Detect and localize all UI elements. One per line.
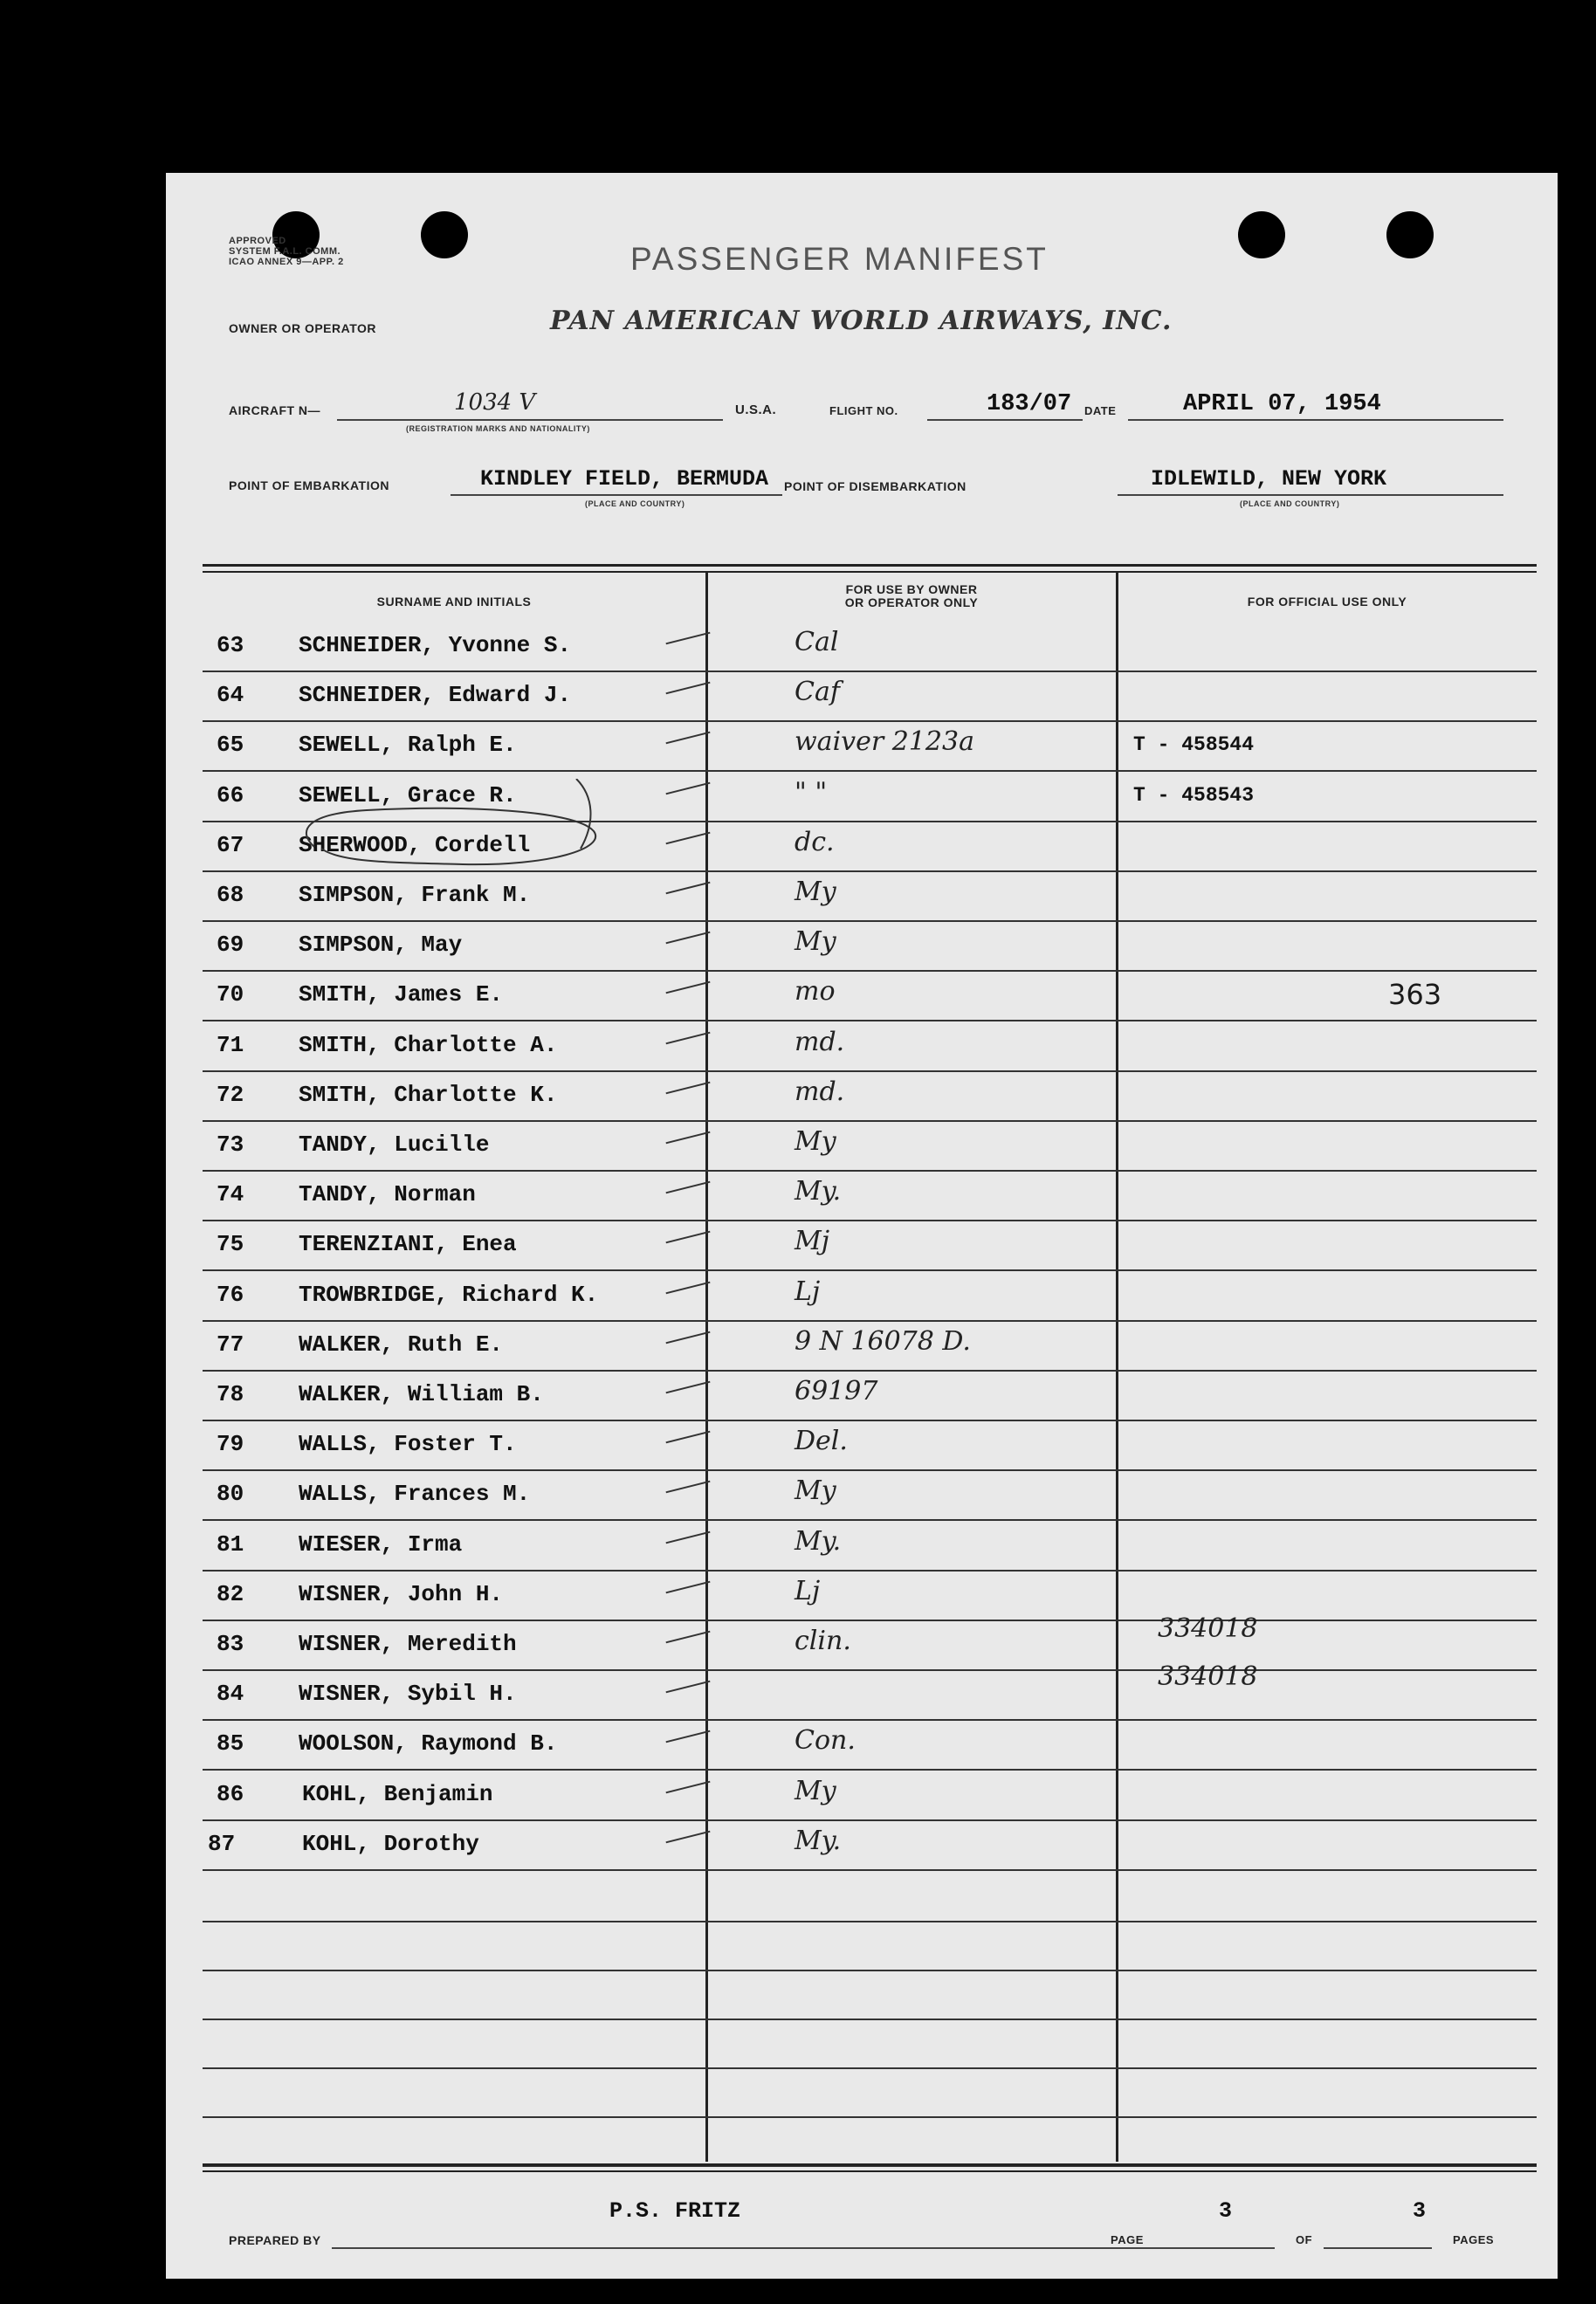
check-tick [666, 882, 711, 895]
row-rule [203, 1370, 1537, 1372]
passenger-number: 66 [217, 782, 244, 808]
page-label: PAGE [1111, 2233, 1144, 2246]
owner-note: Lj [795, 1276, 821, 1307]
check-tick [666, 1681, 711, 1694]
ink-circle-mark [288, 779, 637, 866]
table-row [166, 1324, 1558, 1373]
table-row [166, 1774, 1558, 1823]
passenger-number: 63 [217, 632, 244, 658]
column-header-official: FOR OFFICIAL USE ONLY [1247, 595, 1407, 609]
row-rule [203, 1819, 1537, 1821]
owner-note: clin. [795, 1626, 851, 1656]
row-rule [203, 1869, 1537, 1871]
check-tick [666, 1631, 711, 1644]
check-tick [666, 632, 711, 645]
passenger-name: SCHNEIDER, Edward J. [299, 682, 572, 708]
aircraft-label: AIRCRAFT N— [229, 403, 321, 417]
flight-label: FLIGHT NO. [829, 404, 898, 417]
row-rule [203, 1269, 1537, 1271]
check-tick [666, 1181, 711, 1194]
row-rule [203, 870, 1537, 872]
row-rule [203, 1170, 1537, 1172]
row-rule [203, 1570, 1537, 1572]
owner-note: Mj [795, 1226, 830, 1256]
passenger-number: 64 [217, 682, 244, 708]
check-tick [666, 782, 711, 795]
passenger-name: KOHL, Benjamin [302, 1781, 493, 1807]
owner-note: Caf [795, 677, 840, 707]
passenger-number: 82 [217, 1581, 244, 1607]
check-tick [666, 732, 711, 745]
official-note: T - 458543 [1133, 784, 1255, 807]
column-header-name: SURNAME AND INITIALS [376, 595, 532, 609]
date-label: DATE [1084, 404, 1117, 417]
row-rule [203, 720, 1537, 722]
date-value: APRIL 07, 1954 [1183, 391, 1381, 417]
table-row [166, 1025, 1558, 1074]
table-row [166, 1424, 1558, 1473]
prepared-underline [332, 2247, 1275, 2249]
pages-label: PAGES [1453, 2233, 1495, 2246]
passenger-name: TANDY, Norman [299, 1181, 476, 1207]
punch-hole-4 [1386, 211, 1434, 258]
owner-note: md. [795, 1076, 845, 1107]
owner-note: 69197 [795, 1376, 878, 1406]
passenger-number: 85 [217, 1730, 244, 1757]
official-note: T - 458544 [1133, 733, 1255, 756]
passenger-name: WISNER, Meredith [299, 1631, 517, 1657]
passenger-number: 87 [208, 1831, 236, 1857]
row-rule [203, 970, 1537, 972]
passenger-name: SMITH, Charlotte K. [299, 1082, 558, 1108]
owner-note: mo [795, 976, 836, 1007]
check-tick [666, 932, 711, 945]
row-rule [203, 770, 1537, 772]
passenger-name: SCHNEIDER, Yvonne S. [299, 632, 572, 658]
check-tick [666, 1282, 711, 1295]
passenger-number: 65 [217, 732, 244, 758]
owner-note: My [795, 1126, 836, 1157]
row-rule [203, 1519, 1537, 1521]
aircraft-value: 1034 V [454, 389, 536, 416]
footer-rule-2 [203, 2170, 1537, 2172]
check-tick [666, 1531, 711, 1544]
row-rule [203, 920, 1537, 922]
pages-underline [1324, 2247, 1432, 2249]
passenger-number: 76 [217, 1282, 244, 1308]
table-row [166, 875, 1558, 924]
blank-row-rule [203, 2067, 1537, 2069]
owner-note: My [795, 877, 836, 907]
passenger-name: SMITH, James E. [299, 981, 504, 1008]
passenger-name: WIESER, Irma [299, 1531, 463, 1558]
column-header-owner: FOR USE BY OWNER OR OPERATOR ONLY [844, 582, 979, 609]
of-label: OF [1296, 2233, 1313, 2246]
owner-note: 9 N 16078 D. [795, 1326, 971, 1357]
check-tick [666, 1381, 711, 1394]
check-tick [666, 1730, 711, 1743]
passenger-number: 79 [217, 1431, 244, 1457]
pages-value: 3 [1413, 2198, 1427, 2224]
table-row [166, 1174, 1558, 1223]
official-note: 363 [1388, 978, 1442, 1011]
passenger-number: 67 [217, 832, 244, 858]
official-note: 334018 [1158, 1661, 1258, 1692]
check-tick [666, 1581, 711, 1594]
passenger-name: SMITH, Charlotte A. [299, 1032, 558, 1058]
check-tick [666, 1781, 711, 1794]
passenger-name: TERENZIANI, Enea [299, 1231, 517, 1257]
row-rule [203, 1469, 1537, 1471]
table-row [166, 1374, 1558, 1423]
row-rule [203, 1070, 1537, 1072]
flight-underline [927, 419, 1083, 421]
embark-label: POINT OF EMBARKATION [229, 478, 389, 492]
table-row [166, 1574, 1558, 1623]
passenger-number: 69 [217, 932, 244, 958]
blank-row-rule [203, 2019, 1537, 2020]
check-tick [666, 1032, 711, 1045]
table-row [166, 1075, 1558, 1124]
table-row [166, 1613, 1558, 1673]
check-tick [666, 1331, 711, 1345]
passenger-name: TANDY, Lucille [299, 1131, 490, 1158]
punch-hole-2 [421, 211, 468, 258]
passenger-number: 71 [217, 1032, 244, 1058]
passenger-number: 68 [217, 882, 244, 908]
owner-note: My [795, 1475, 836, 1506]
embark-caption: (PLACE AND COUNTRY) [585, 499, 685, 508]
row-rule [203, 1620, 1537, 1621]
passenger-number: 78 [217, 1381, 244, 1407]
passenger-number: 74 [217, 1181, 244, 1207]
row-rule [203, 1220, 1537, 1221]
disembark-value: IDLEWILD, NEW YORK [1151, 466, 1387, 492]
owner-note: waiver 2123a [795, 726, 974, 757]
page-title: PASSENGER MANIFEST [630, 241, 1049, 277]
aircraft-underline [337, 419, 723, 421]
owner-note: " " [795, 777, 828, 808]
passenger-number: 84 [217, 1681, 244, 1707]
passenger-name: WALLS, Foster T. [299, 1431, 517, 1457]
blank-row-rule [203, 2116, 1537, 2118]
passenger-name: SIMPSON, Frank M. [299, 882, 531, 908]
passenger-number: 72 [217, 1082, 244, 1108]
table-row [166, 1224, 1558, 1273]
row-rule [203, 1719, 1537, 1721]
row-rule [203, 1669, 1537, 1671]
owner-note: md. [795, 1027, 845, 1057]
check-tick [666, 981, 711, 994]
owner-note: My. [795, 1176, 842, 1207]
disembark-underline [1118, 494, 1503, 496]
table-row [166, 925, 1558, 973]
table-row [166, 1275, 1558, 1324]
owner-note: Cal [795, 627, 839, 657]
owner-note: Con. [795, 1725, 856, 1756]
embark-underline [451, 494, 782, 496]
check-tick [666, 1231, 711, 1244]
company-name: PAN AMERICAN WORLD AIRWAYS, INC. [550, 306, 1173, 336]
passenger-number: 86 [217, 1781, 244, 1807]
prepared-label: PREPARED BY [229, 2233, 321, 2247]
aircraft-caption: (REGISTRATION MARKS AND NATIONALITY) [406, 424, 590, 433]
passenger-name: SIMPSON, May [299, 932, 463, 958]
owner-label: OWNER OR OPERATOR [229, 321, 376, 335]
check-tick [666, 682, 711, 695]
passenger-name: WOOLSON, Raymond B. [299, 1730, 558, 1757]
passenger-name: SEWELL, Grace R. [299, 782, 517, 808]
passenger-name: SHERWOOD, Cordell [299, 832, 531, 858]
embark-value: KINDLEY FIELD, BERMUDA [480, 466, 769, 492]
passenger-name: KOHL, Dorothy [302, 1831, 479, 1857]
footer-rule [203, 2163, 1537, 2166]
approval-stamp: APPROVED SYSTEM F.A.L. COMM. ICAO ANNEX 9—APP. 2 [229, 236, 344, 267]
row-rule [203, 1769, 1537, 1771]
passenger-name: WISNER, John H. [299, 1581, 504, 1607]
table-row [166, 1723, 1558, 1772]
blank-row-rule [203, 1921, 1537, 1922]
row-rule [203, 1420, 1537, 1421]
disembark-caption: (PLACE AND COUNTRY) [1240, 499, 1340, 508]
prepared-value: P.S. FRITZ [609, 2198, 741, 2224]
passenger-number: 73 [217, 1131, 244, 1158]
passenger-name: WISNER, Sybil H. [299, 1681, 517, 1707]
passenger-number: 80 [217, 1481, 244, 1507]
row-rule [203, 1020, 1537, 1021]
flight-value: 183/07 [987, 391, 1072, 417]
row-rule [203, 1320, 1537, 1322]
passenger-number: 77 [217, 1331, 244, 1358]
table-top-rule [203, 564, 1537, 567]
table-row [166, 725, 1558, 774]
check-tick [666, 1431, 711, 1444]
table-row [166, 625, 1558, 674]
owner-note: dc. [795, 827, 835, 857]
owner-note: My. [795, 1526, 842, 1557]
table-row [166, 1524, 1558, 1573]
owner-note: My [795, 926, 836, 957]
owner-note: My [795, 1776, 836, 1806]
passenger-name: TROWBRIDGE, Richard K. [299, 1282, 599, 1308]
table-row [166, 1824, 1558, 1873]
owner-note: Lj [795, 1576, 821, 1606]
check-tick [666, 1481, 711, 1494]
passenger-name: SEWELL, Ralph E. [299, 732, 517, 758]
passenger-number: 83 [217, 1631, 244, 1657]
row-rule [203, 1120, 1537, 1122]
check-tick [666, 1831, 711, 1844]
table-row [166, 1661, 1558, 1723]
table-row [166, 675, 1558, 724]
owner-note: My. [795, 1826, 842, 1856]
page-value: 3 [1219, 2198, 1233, 2224]
passenger-name: WALLS, Frances M. [299, 1481, 531, 1507]
row-rule [203, 671, 1537, 672]
disembark-label: POINT OF DISEMBARKATION [784, 479, 967, 493]
manifest-sheet [166, 173, 1558, 2279]
table-row [166, 974, 1558, 1023]
table-top-rule-2 [203, 571, 1537, 573]
usa-label: U.S.A. [735, 402, 777, 417]
passenger-name: WALKER, William B. [299, 1381, 544, 1407]
date-underline [1128, 419, 1503, 421]
passenger-number: 70 [217, 981, 244, 1008]
table-row [166, 1474, 1558, 1523]
official-note: 334018 [1158, 1613, 1258, 1644]
check-tick [666, 832, 711, 845]
check-tick [666, 1131, 711, 1145]
passenger-number: 81 [217, 1531, 244, 1558]
punch-hole-3 [1238, 211, 1285, 258]
table-row [166, 1124, 1558, 1173]
passenger-name: WALKER, Ruth E. [299, 1331, 504, 1358]
check-tick [666, 1082, 711, 1095]
passenger-number: 75 [217, 1231, 244, 1257]
blank-row-rule [203, 1970, 1537, 1971]
owner-note: Del. [795, 1426, 848, 1456]
